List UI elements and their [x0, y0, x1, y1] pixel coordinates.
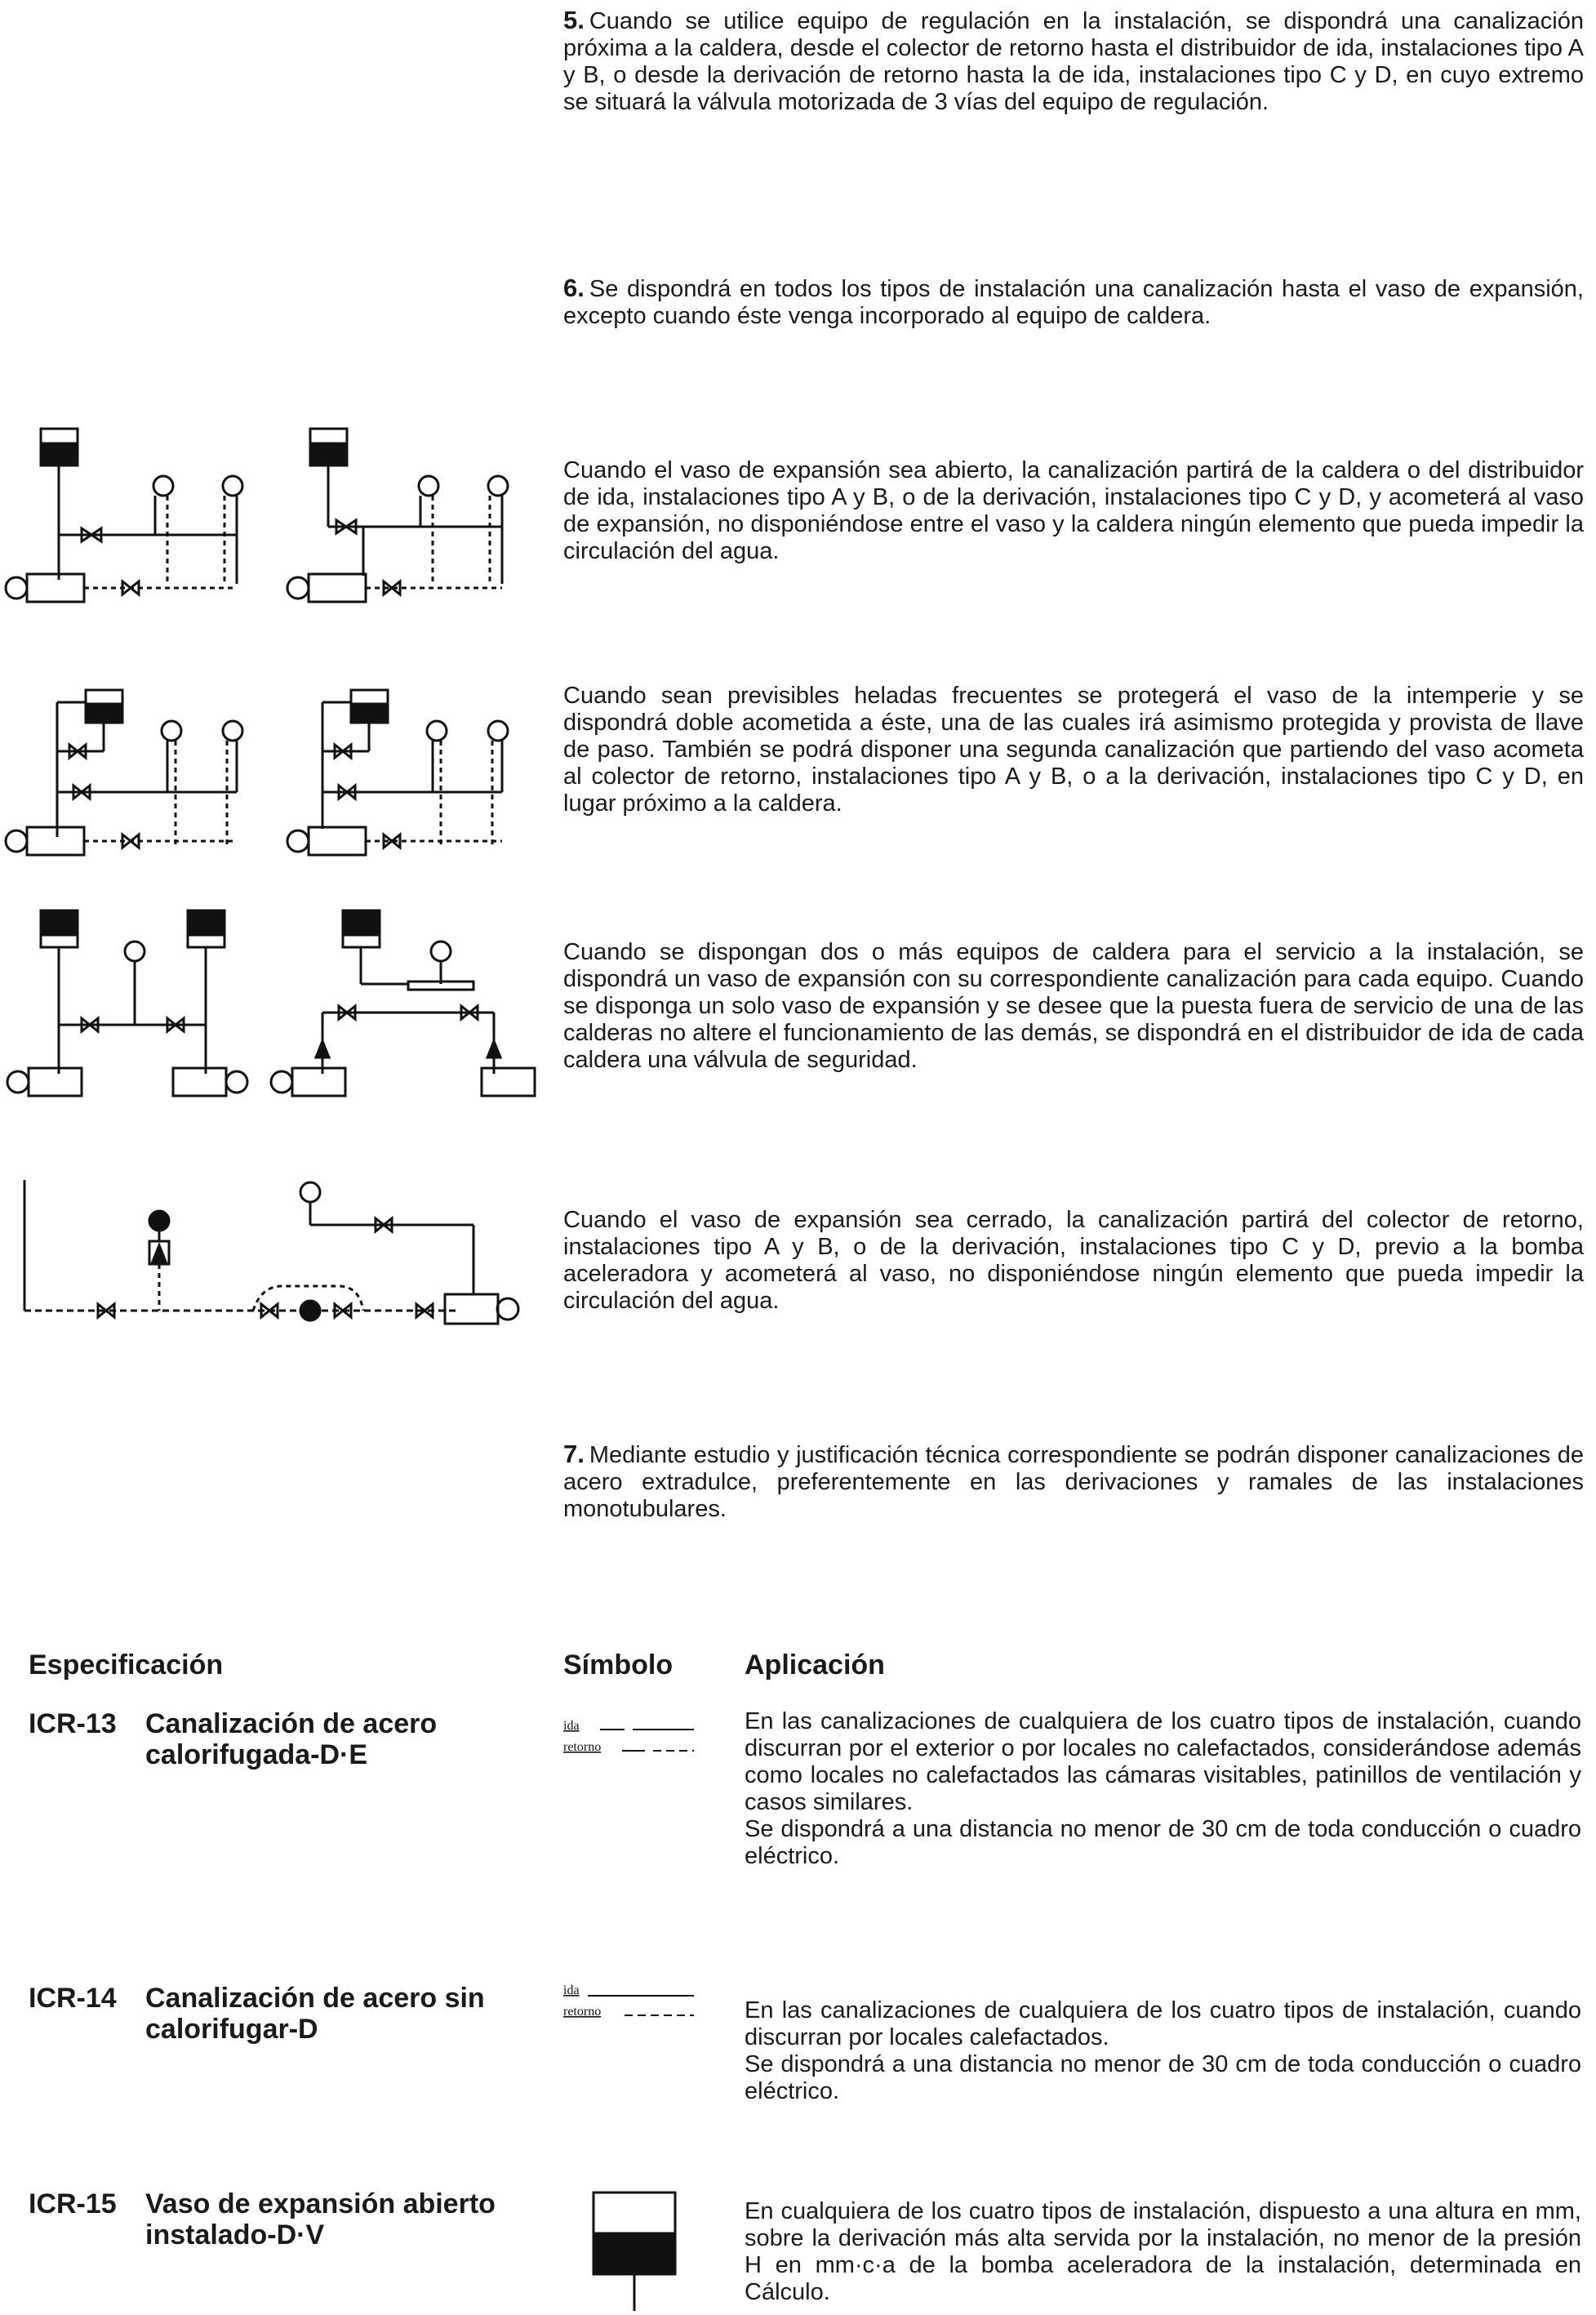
symbol-label-ida: ida: [563, 1719, 580, 1733]
spec-application: [745, 1708, 1581, 1870]
paragraph-number: 7.: [563, 1440, 585, 1468]
paragraph-open-vessel: Cuando el vaso de expansión sea abierto, la canalización partirá de la caldera o del distribuidor de ida, instalaciones tipo A y B, o de la derivación, instalaciones tipo C y D, y acometerá al vaso de expansión, no disponiéndose entre el vaso y la caldera ningún elemento que pueda impedir la circulación del agua.: [563, 457, 1584, 564]
symbol-label-retorno: retorno: [563, 2005, 602, 2019]
paragraph-text: Cuando se utilice equipo de regulación en la instalación, se dispondrá una canalización próxima a la caldera, desde el colector de retorno hasta el distribuidor de ida, instalaciones tipo A y B, o desde la derivación de retorno hasta la de ida, instalaciones tipo C y D, en cuyo extremo se situará la válvula motorizada de 3 vías del equipo de regulación.: [563, 8, 1584, 115]
paragraph-5: [563, 7, 1584, 116]
header-application: Aplicación: [745, 1649, 885, 1681]
diagram-multiple-boilers: [0, 906, 539, 1106]
diagram-open-vessel: [0, 421, 539, 608]
spec-name: Canalización de acero sin calorifugar-D: [145, 1983, 485, 2045]
symbol-label-retorno: retorno: [563, 1740, 602, 1754]
symbol-insulated-pipe: [563, 1718, 710, 1763]
paragraph-frost-protection: Cuando sean previsibles heladas frecuentes se protegerá el vaso de la intemperie y se dispondrá doble acometida a éste, una de las cuales irá asimismo protegida y provista de llave de paso. También se podrá disponer una segunda canalización que partiendo del vaso acometa al colector de retorno, instalaciones tipo A y B, o a la derivación, instalaciones tipo C y D, en lugar próximo a la caldera.: [563, 683, 1584, 817]
application-text: En las canalizaciones de cualquiera de los cuatro tipos de instalación, cuando discurran por locales calefactados.: [745, 1997, 1581, 2050]
paragraph-multiple-boilers: Cuando se dispongan dos o más equipos de caldera para el servicio a la instalación, se dispondrá un vaso de expansión con su correspondiente canalización para cada equipo. Cuando se disponga un solo vaso de expansión y se desee que la puesta fuera de servicio de una de las calderas no altere el funcionamiento de las demás, se dispondrá en el distribuidor de ida de cada caldera una válvula de seguridad.: [563, 939, 1584, 1073]
diagram-closed-vessel: [0, 1172, 539, 1339]
spec-application: [745, 2198, 1581, 2306]
header-symbol: Símbolo: [563, 1649, 674, 1681]
application-text: Se dispondrá a una distancia no menor de 30 cm de toda conducción o cuadro eléctrico.: [745, 1816, 1581, 1869]
symbol-open-expansion-vessel: [589, 2188, 679, 2315]
symbol-label-ida: ida: [563, 1983, 580, 1997]
spec-name: Vaso de expansión abierto instalado-D·V: [145, 2188, 496, 2250]
application-text: En las canalizaciones de cualquiera de los cuatro tipos de instalación, cuando discurran por el exterior o por locales no calefactados, considerándose además como locales no calefactados las cámaras visitables, patinillos de ventilación y casos similares.: [745, 1708, 1581, 1815]
header-specification: Especificación: [29, 1649, 224, 1681]
spec-code: ICR-13: [29, 1708, 117, 1739]
paragraph-number: 5.: [563, 6, 585, 34]
application-text: En cualquiera de los cuatro tipos de instalación, dispuesto a una altura en mm, sobre la derivación más alta servida por la instalación, no menor de la presión H en mm·c·a de la bomba aceleradora de la instalación, determinada en Cálculo.: [745, 2198, 1581, 2305]
paragraph-7: [563, 1440, 1584, 1523]
paragraph-6: [563, 274, 1584, 330]
symbol-uninsulated-pipe: [563, 1983, 710, 2028]
paragraph-closed-vessel: Cuando el vaso de expansión sea cerrado, la canalización partirá del colector de retorno, instalaciones tipo A y B, o de la derivación, instalaciones tipo C y D, previo a la bomba aceleradora y acometerá al vaso, no disponiéndose ningún elemento que pueda impedir la circulación del agua.: [563, 1207, 1584, 1314]
paragraph-number: 6.: [563, 274, 585, 302]
spec-application: [745, 1997, 1581, 2105]
application-text: Se dispondrá a una distancia no menor de 30 cm de toda conducción o cuadro eléctrico.: [745, 2051, 1581, 2104]
spec-code: ICR-15: [29, 2188, 117, 2219]
spec-code: ICR-14: [29, 1983, 117, 2014]
paragraph-text: Mediante estudio y justificación técnica correspondiente se podrán disponer canalizaciones de acero extradulce, preferentemente en las derivaciones y ramales de las instalaciones monotubulares.: [563, 1442, 1584, 1522]
paragraph-text: Se dispondrá en todos los tipos de instalación una canalización hasta el vaso de expansión, excepto cuando éste venga incorporado al equipo de caldera.: [563, 276, 1584, 329]
spec-name: Canalización de acero calorifugada-D·E: [145, 1708, 438, 1770]
diagram-frost-protection: [0, 686, 539, 861]
